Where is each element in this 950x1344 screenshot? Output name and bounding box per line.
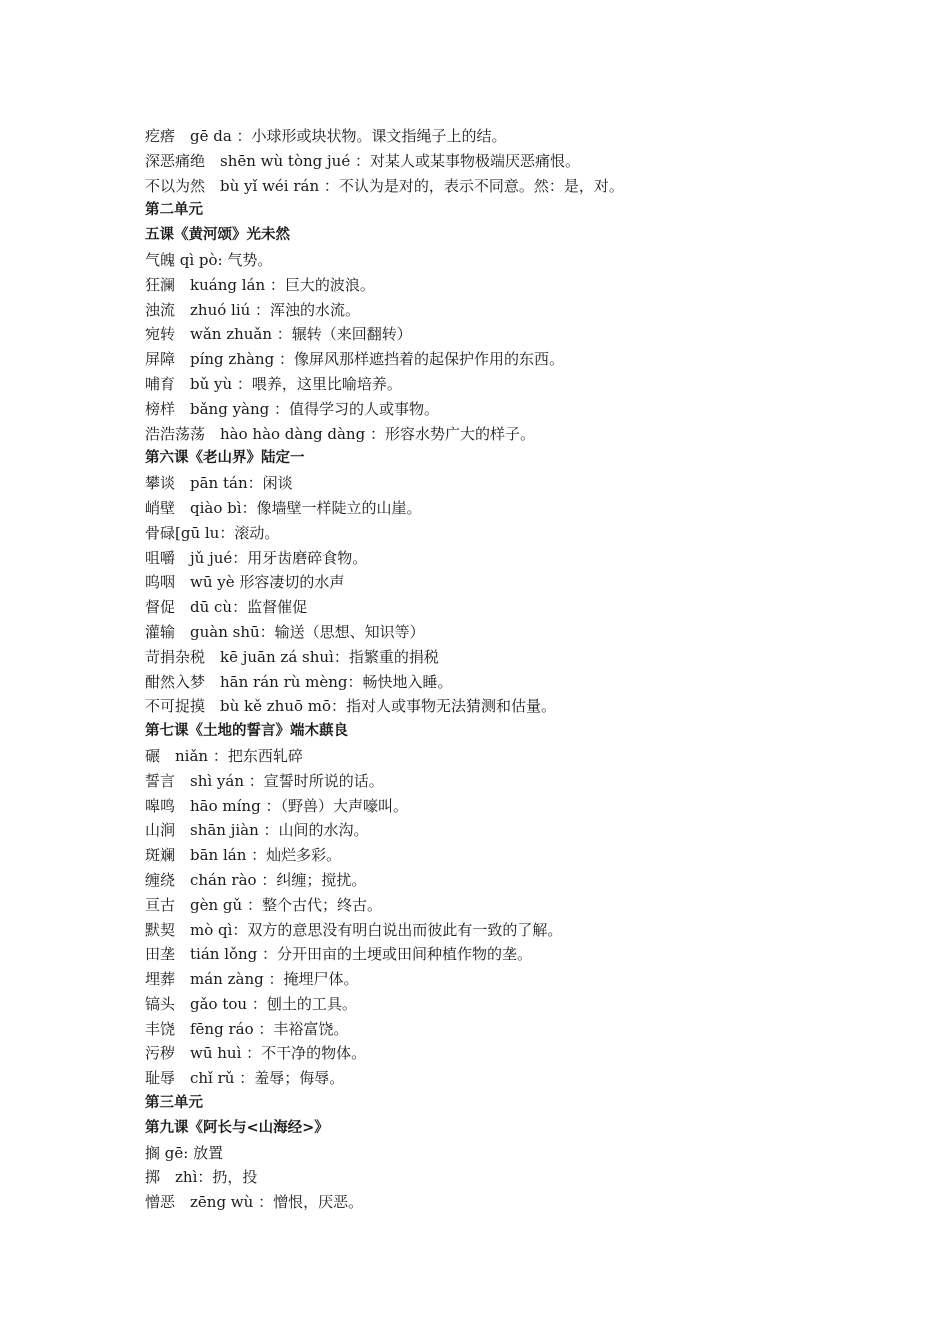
section-heading: 第九课《阿长与<山海经>》 <box>145 1119 329 1136</box>
vocab-entry: 屏障 píng zhàng ：像屏风那样遮挡着的起保护作用的东西。 <box>145 350 564 369</box>
section-heading: 第七课《土地的誓言》端木蕻良 <box>145 723 348 740</box>
vocab-entry: 灌输 guàn shū：输送（思想、知识等） <box>145 622 425 641</box>
vocab-entry: 咀嚼 jǔ jué：用牙齿磨碎食物。 <box>145 548 368 567</box>
vocab-entry: 酣然入梦 hān rán rù mèng：畅快地入睡。 <box>145 672 453 691</box>
vocab-entry: 浩浩荡荡 hào hào dàng dàng ：形容水势广大的样子。 <box>145 424 535 443</box>
vocab-entry: 呜咽 wū yè 形容凄切的水声 <box>145 573 345 592</box>
vocab-entry: 污秽 wū huì ：不干净的物体。 <box>145 1044 367 1063</box>
vocab-entry: 埋葬 mán zàng ：掩埋尸体。 <box>145 970 359 989</box>
vocab-entry: 哺育 bǔ yù ：喂养，这里比喻培养。 <box>145 374 402 393</box>
vocab-entry: 不以为然 bù yǐ wéi rán ：不认为是对的，表示不同意。然：是，对。 <box>145 176 624 195</box>
vocab-entry: 亘古 gèn gǔ ：整个古代；终古。 <box>145 895 382 914</box>
vocab-entry: 丰饶 fēng ráo ：丰裕富饶。 <box>145 1019 349 1038</box>
vocab-entry: 誓言 shì yán ：宣誓时所说的话。 <box>145 771 384 790</box>
vocab-entry: 憎恶 zēng wù ：憎恨，厌恶。 <box>145 1193 364 1212</box>
vocab-entry: 镐头 gǎo tou ：刨土的工具。 <box>145 994 357 1013</box>
vocab-entry: 宛转 wǎn zhuǎn ：辗转（来回翻转） <box>145 325 412 344</box>
vocab-entry: 疙瘩 gē da ：小球形或块状物。课文指绳子上的结。 <box>145 127 507 145</box>
vocab-entry: 狂澜 kuáng lán ：巨大的波浪。 <box>145 275 375 294</box>
section-heading: 第三单元 <box>145 1095 203 1112</box>
vocab-entry: 浊流 zhuó liú ：浑浊的水流。 <box>145 300 361 319</box>
vocab-entry: 搁 gē: 放置 <box>145 1143 224 1162</box>
vocab-entry: 督促 dū cù：监督催促 <box>145 598 308 617</box>
vocab-entry: 碾 niǎn ：把东西轧碎 <box>145 746 303 765</box>
document-body <box>145 124 845 1215</box>
section-heading: 第六课《老山界》陆定一 <box>145 450 305 467</box>
vocab-entry: 嗥鸣 hāo míng ：（野兽）大声嚎叫。 <box>145 796 408 815</box>
vocab-entry: 苛捐杂税 kē juān zá shuì：指繁重的捐税 <box>145 647 439 666</box>
vocab-entry: 气魄 qì pò: 气势。 <box>145 250 273 269</box>
vocab-entry: 榜样 bǎng yàng ：值得学习的人或事物。 <box>145 399 440 418</box>
vocab-entry: 峭壁 qiào bì：像墙壁一样陡立的山崖。 <box>145 498 422 517</box>
vocab-entry: 斑斓 bān lán ：灿烂多彩。 <box>145 846 342 865</box>
vocab-entry: 山涧 shān jiàn ：山间的水沟。 <box>145 821 369 840</box>
section-heading: 五课《黄河颂》光未然 <box>145 227 290 244</box>
vocab-entry: 深恶痛绝 shēn wù tòng jué ：对某人或某事物极端厌恶痛恨。 <box>145 151 580 170</box>
vocab-entry: 不可捉摸 bù kě zhuō mō：指对人或事物无法猜测和估量。 <box>145 697 557 716</box>
vocab-entry: 掷 zhì：扔，投 <box>145 1168 258 1187</box>
vocab-entry: 默契 mò qì：双方的意思没有明白说出而彼此有一致的了解。 <box>145 920 563 939</box>
vocab-entry: 耻辱 chǐ rǔ ：羞辱；侮辱。 <box>145 1069 345 1088</box>
vocab-entry: 缠绕 chán rào ：纠缠；搅扰。 <box>145 870 367 889</box>
section-heading: 第二单元 <box>145 202 203 219</box>
vocab-entry: 骨碌[gū lu：滚动。 <box>145 523 280 542</box>
vocab-entry: 田垄 tián lǒng ：分开田亩的土埂或田间种植作物的垄。 <box>145 945 533 964</box>
vocab-entry: 攀谈 pān tán：闲谈 <box>145 474 293 493</box>
